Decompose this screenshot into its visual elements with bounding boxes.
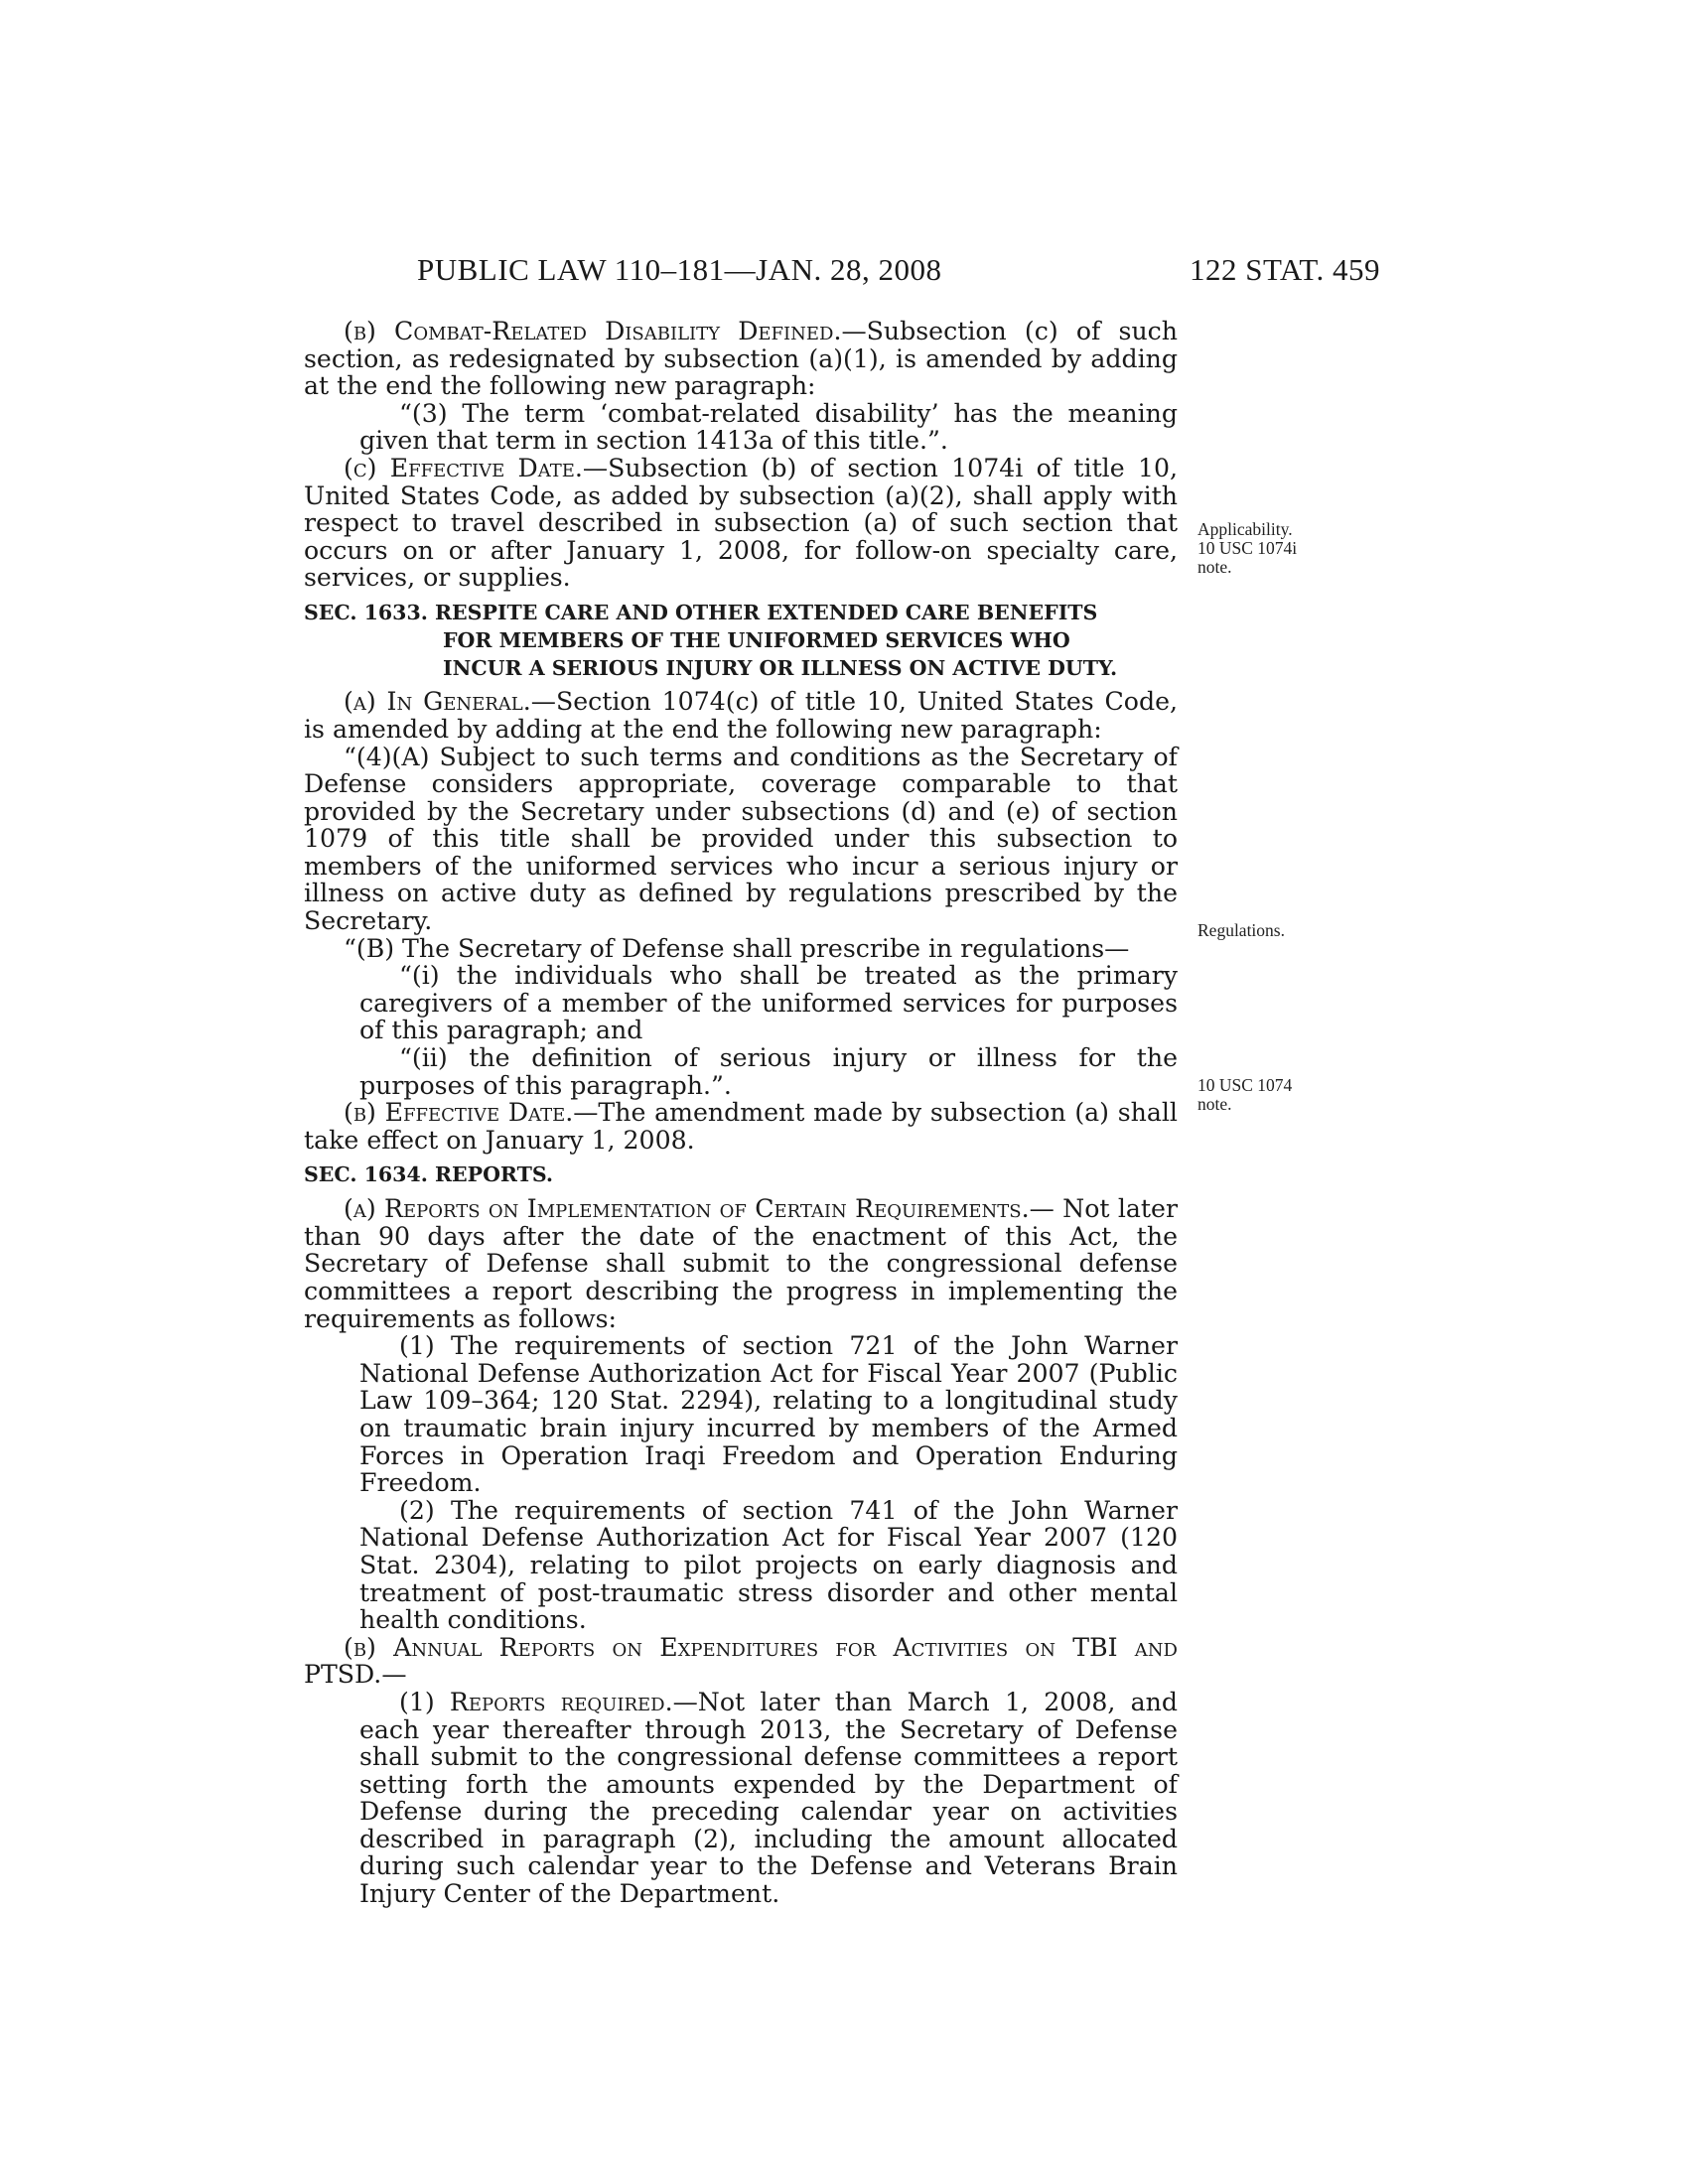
paragraph-ii: “(ii) the definition of serious injury or illness for the purposes of this paragraph.”. bbox=[359, 1043, 1178, 1100]
caption: (b) Annual Reports on Expenditures for Activities on TBI and PTSD. bbox=[304, 1632, 1178, 1690]
caption: (a) Reports on Implementation of Certain Requirements. bbox=[344, 1194, 1030, 1224]
paragraph-annual-reports: (b) Annual Reports on Expenditures for Activities on TBI and PTSD.— bbox=[304, 1632, 1178, 1690]
caption: (a) In General. bbox=[344, 687, 531, 717]
section-heading-1633: SEC. 1633. RESPITE CARE AND OTHER EXTENDED CARE BENEFITS FOR MEMBERS OF THE UNIFORMED SERVICES WHO INCUR A SERIOUS INJURY OR ILLNESS ON ACTIVE DUTY. bbox=[304, 600, 1118, 680]
section-heading-1634: SEC. 1634. REPORTS. bbox=[304, 1162, 554, 1187]
running-head: PUBLIC LAW 110–181—JAN. 28, 2008 bbox=[417, 252, 942, 287]
law-text bbox=[304, 318, 1178, 1908]
paragraph-effective-date-c: (c) Effective Date.—Subsection (b) of section 1074i of title 10, United States Code, as added by subsection (a)(2), shall apply with respect to travel described in subsection (a) of such section that occurs on or after January 1, 2008, for follow-on specialty care, services, or supplies. bbox=[304, 453, 1178, 593]
caption: (c) Effective Date. bbox=[344, 453, 583, 482]
margin-note-applicability: Applicability. 10 USC 1074i note. bbox=[1197, 519, 1298, 577]
paragraph-b-regulations: “(B) The Secretary of Defense shall prescribe in regulations— bbox=[344, 933, 1130, 963]
stat-page-number: 122 STAT. 459 bbox=[1189, 252, 1380, 287]
paragraph-reports-implementation: (a) Reports on Implementation of Certain Requirements.— Not later than 90 days after the date of the enactment of this Act, the Secretary of Defense shall submit to the congressional defense committees a report describing the progress in implementing the requirements as follows: bbox=[304, 1194, 1178, 1333]
paragraph-effective-date-b: (b) Effective Date.—The amendment made by subsection (a) shall take effect on January 1, 2008. bbox=[304, 1098, 1178, 1155]
caption: (1) Reports required. bbox=[399, 1687, 673, 1716]
paragraph-reports-required: (1) Reports required.—Not later than March 1, 2008, and each year thereafter through 2013, the Secretary of Defense shall submit to the congressional defense committees a report setting forth the amounts expended by the Department of Defense during the preceding calendar year on activities described in paragraph (2), including the amount allocated during such calendar year to the Defense and Veterans Brain Injury Center of the Department. bbox=[359, 1687, 1178, 1909]
paragraph-item-2: (2) The requirements of section 741 of the John Warner National Defense Authorization Act for Fiscal Year 2007 (120 Stat. 2304), relating to pilot projects on early diagnosis and treatment of post-traumatic stress disorder and other mental health conditions. bbox=[359, 1495, 1178, 1635]
paragraph-quoted-3: “(3) The term ‘combat-related disability’ has the meaning given that term in section 1413a of this title.”. bbox=[359, 398, 1178, 456]
caption: (b) Combat-Related Disability Defined. bbox=[344, 317, 842, 345]
margin-note-10-usc-1074: 10 USC 1074 note. bbox=[1197, 1075, 1293, 1114]
caption: (b) Effective Date. bbox=[344, 1098, 574, 1128]
paragraph-item-1: (1) The requirements of section 721 of the John Warner National Defense Authorization Act for Fiscal Year 2007 (Public Law 109–364; 120 Stat. 2294), relating to a longitudinal study on traumatic brain injury incurred by members of the Armed Forces in Operation Iraqi Freedom and Operation Enduring Freedom. bbox=[359, 1331, 1178, 1498]
paragraph-combat-related-disability: (b) Combat-Related Disability Defined.—Subsection (c) of such section, as redesignated by subsection (a)(1), is amended by adding at the end the following new paragraph: bbox=[304, 317, 1179, 401]
paragraph-i: “(i) the individuals who shall be treated as the primary caregivers of a member of the uniformed services for purposes of this paragraph; and bbox=[359, 961, 1178, 1045]
margin-note-regulations: Regulations. bbox=[1197, 920, 1285, 940]
paragraph-4a: “(4)(A) Subject to such terms and conditions as the Secretary of Defense considers appropriate, coverage comparable to that provided by the Secretary under subsections (d) and (e) of section 1079 of this title shall be provided under this subsection to members of the uniformed services who incur a serious injury or illness on active duty as defined by regulations prescribed by the Secretary. bbox=[304, 742, 1178, 936]
paragraph-in-general: (a) In General.—Section 1074(c) of title 10, United States Code, is amended by adding at the end the following new paragraph: bbox=[304, 687, 1179, 744]
page-header bbox=[417, 252, 1380, 292]
